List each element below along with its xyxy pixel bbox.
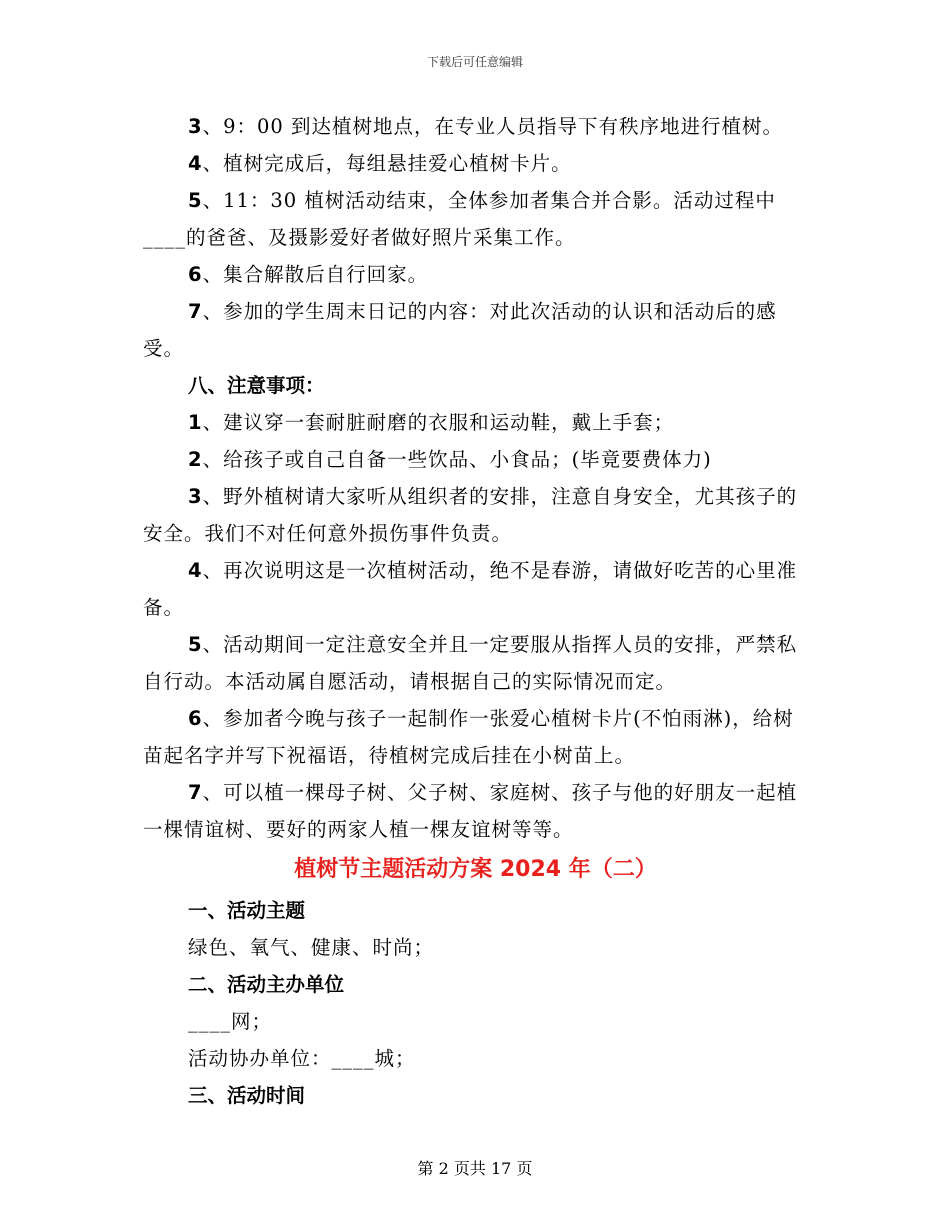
item-number: 3: [188, 485, 203, 508]
item-number: 4: [188, 559, 203, 582]
list-item: [143, 108, 808, 145]
item-text: 、可以植一棵母子树、父子树、家庭树、孩子与他的好朋友一起植一棵情谊树、要好的两家人植一棵友谊树等等。: [143, 781, 798, 841]
section-heading-theme: 一、活动主题: [188, 899, 306, 922]
item-number: 7: [188, 781, 203, 804]
document-title: 植树节主题活动方案 2024 年（二）: [294, 857, 657, 882]
list-item: [143, 626, 808, 700]
theme-text: 绿色、氧气、健康、时尚；: [188, 936, 435, 959]
item-text: 、建议穿一套耐脏耐磨的衣服和运动鞋，戴上手套；: [202, 411, 675, 434]
list-item: [143, 441, 808, 478]
item-text: 、野外植树请大家听从组织者的安排，注意自身安全，尤其孩子的安全。我们不对任何意外损伤事件负责。: [143, 485, 798, 545]
item-number: 1: [188, 411, 203, 434]
list-item: [143, 145, 808, 182]
organizer-text: ____网；: [188, 1010, 273, 1033]
list-item: [143, 404, 808, 441]
item-text: 、给孩子或自己自备一些饮品、小食品；(毕竟要费体力): [202, 448, 712, 471]
co-organizer-text: 活动协办单位：____城；: [188, 1047, 416, 1070]
item-number: 6: [188, 263, 203, 286]
item-text: 、活动期间一定注意安全并且一定要服从指挥人员的安排，严禁私自行动。本活动属自愿活动，请根据自己的实际情况而定。: [143, 633, 798, 693]
item-text: 、参加者今晚与孩子一起制作一张爱心植树卡片(不怕雨淋)，给树苗起名字并写下祝福语，待植树完成后挂在小树苗上。: [143, 707, 794, 767]
item-number: 4: [188, 152, 203, 175]
list-item: [143, 552, 808, 626]
item-text: 、11：30 植树活动结束，全体参加者集合并合影。活动过程中____的爸爸、及摄影爱好者做好照片采集工作。: [143, 189, 776, 249]
page-content: [143, 108, 808, 1114]
item-number: 6: [188, 707, 203, 730]
item-number: 2: [188, 448, 203, 471]
list-item: [143, 182, 808, 256]
item-number: 5: [188, 189, 203, 212]
section-heading-notes: 八、注意事项：: [188, 374, 325, 397]
page-header: 下载后可任意编辑: [426, 55, 523, 69]
item-text: 、再次说明这是一次植树活动，绝不是春游，请做好吃苦的心里准备。: [143, 559, 798, 619]
item-number: 7: [188, 300, 203, 323]
item-text: 、参加的学生周末日记的内容：对此次活动的认识和活动后的感受。: [143, 300, 777, 360]
section-heading-organizer: 二、活动主办单位: [188, 973, 345, 996]
item-text: 、集合解散后自行回家。: [202, 263, 429, 286]
item-number: 3: [188, 115, 203, 138]
item-text: 、植树完成后，每组悬挂爱心植树卡片。: [202, 152, 572, 175]
section-heading-time: 三、活动时间: [188, 1084, 306, 1107]
list-item: [143, 774, 808, 848]
list-item: [143, 293, 808, 367]
item-text: 、9：00 到达植树地点，在专业人员指导下有秩序地进行植树。: [202, 115, 783, 138]
list-item: [143, 700, 808, 774]
list-item: [143, 478, 808, 552]
list-item: [143, 256, 808, 293]
page-footer: 第 2 页共 17 页: [417, 1159, 533, 1178]
item-number: 5: [188, 633, 203, 656]
